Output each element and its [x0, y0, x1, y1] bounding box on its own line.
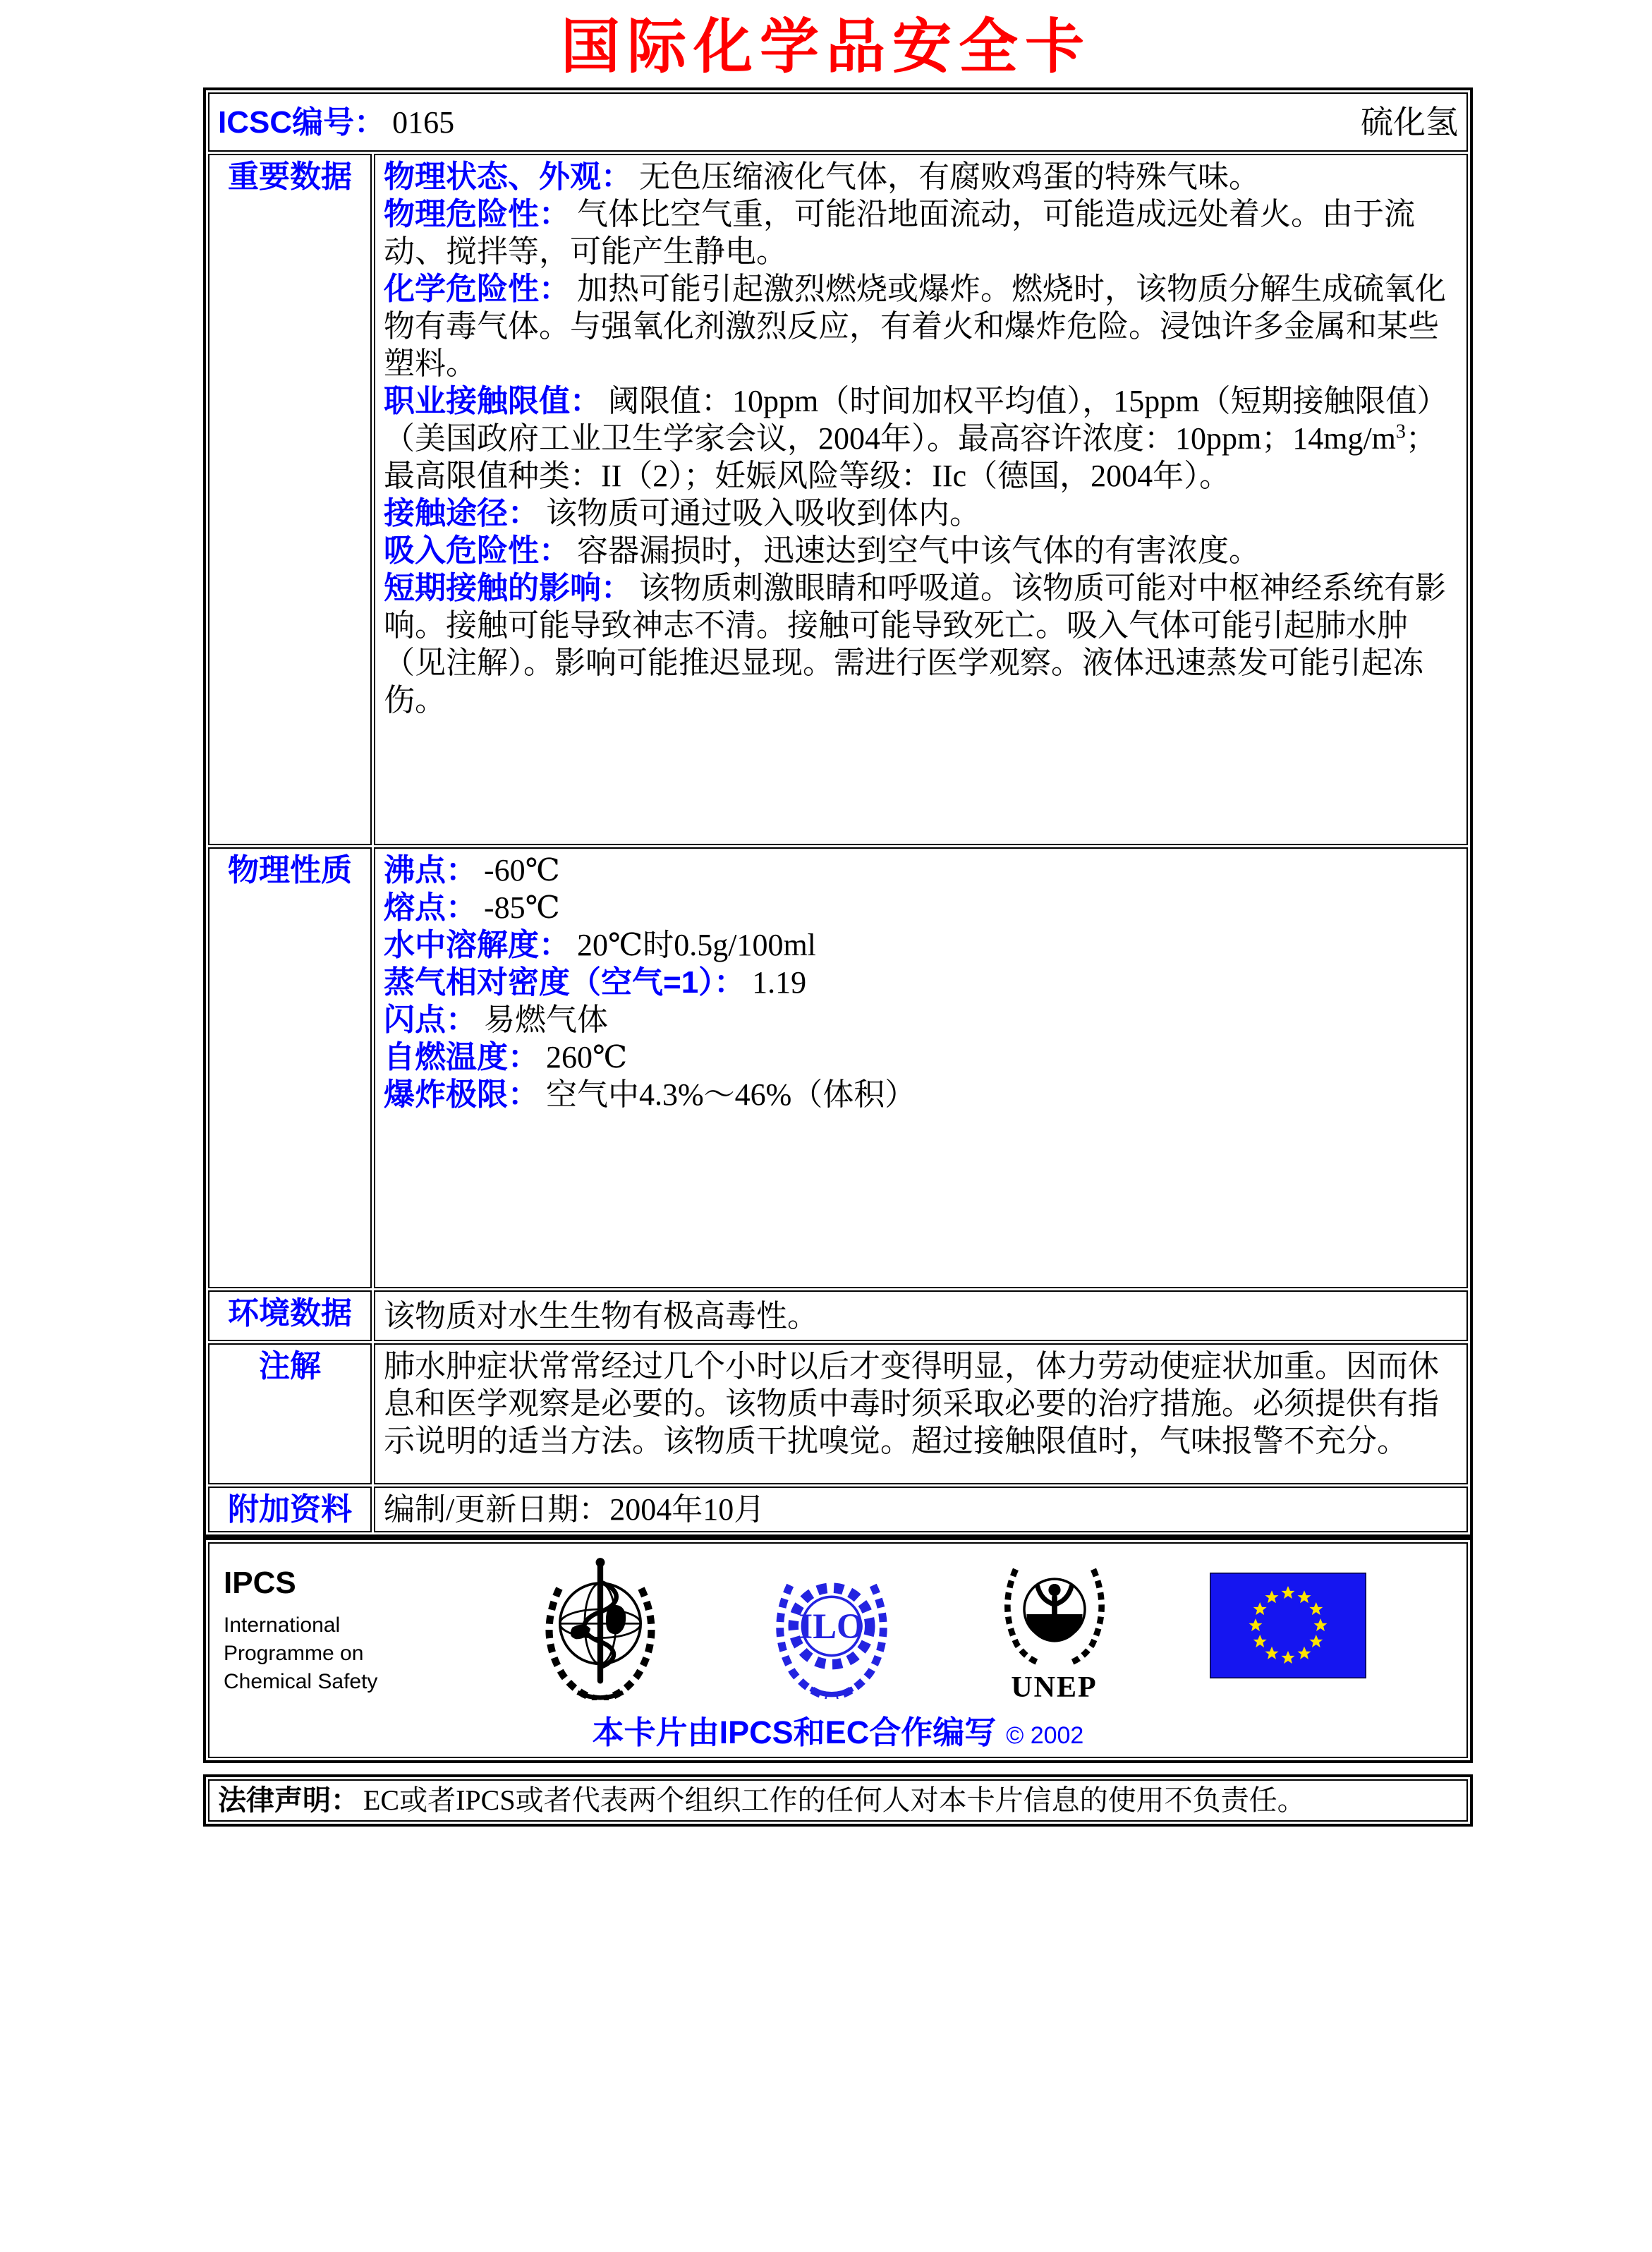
section-label-notes: 注解	[208, 1343, 372, 1484]
paragraph-physical-danger: 物理危险性： 气体比空气重，可能沿地面流动，可能造成远处着火。由于流动、搅拌等，可能产生静电。	[384, 197, 1415, 270]
physical-properties-row	[208, 847, 1468, 1288]
unep-logo-block	[994, 1554, 1115, 1707]
notes-content: 肺水肿症状常常经过几个小时以后才变得明显，体力劳动使症状加重。因而休息和医学观察是必要的。该物质中毒时须采取必要的治疗措施。必须提供有指示说明的适当方法。该物质干扰嗅觉。超过接触限值时，气味报警不充分。	[374, 1343, 1468, 1484]
paragraph-short-term-effects: 短期接触的影响： 该物质刺激眼睛和呼吸道。该物质可能对中枢神经系统有影响。接触可能导致神志不清。接触可能导致死亡。吸入气体可能引起肺水肿（见注解）。影响可能推迟显现。需进行医学观察。液体迅速蒸发可能引起冻伤。	[384, 571, 1446, 718]
section-label-physical: 物理性质	[208, 847, 372, 1288]
additional-info-content: 编制/更新日期：2004年10月	[374, 1487, 1468, 1532]
property-flash-point: 闪点： 易燃气体	[384, 1003, 608, 1038]
ilo-logo-icon	[765, 1552, 899, 1707]
who-logo-icon	[530, 1551, 670, 1709]
property-explosion-limits: 爆炸极限： 空气中4.3%～46%（体积）	[384, 1077, 916, 1113]
logos-table	[203, 1537, 1473, 1763]
header-row	[208, 92, 1468, 152]
property-melting-point: 熔点： -85℃	[384, 890, 560, 926]
environment-data-row	[208, 1290, 1468, 1341]
icsc-main-table	[203, 87, 1473, 1537]
superscript-3: 3	[1395, 420, 1406, 443]
icsc-number-label: ICSC编号：	[218, 104, 386, 140]
page-title: 国际化学品安全卡	[560, 13, 1091, 80]
cooperation-caption: 本卡片由IPCS和EC合作编写 © 2002	[592, 1714, 1084, 1751]
logos-row	[208, 1542, 1468, 1758]
property-vapor-density: 蒸气相对密度（空气=1）： 1.19	[384, 965, 807, 1000]
ipcs-text-block: IPCS International Programme on Chemical Safety	[224, 1564, 435, 1696]
logos-cell	[208, 1542, 1468, 1758]
legal-label: 法律声明：	[218, 1785, 359, 1817]
paragraph-inhalation-risk: 吸入危险性： 容器漏损时，迅速达到空气中该气体的有害浓度。	[384, 533, 1260, 569]
physical-properties-content	[374, 847, 1468, 1288]
important-data-content	[374, 154, 1468, 845]
icsc-card-page	[0, 13, 1652, 1827]
unep-logo-icon	[994, 1554, 1115, 1675]
paragraph-physical-state: 物理状态、外观： 无色压缩液化气体，有腐败鸡蛋的特殊气味。	[384, 159, 1260, 195]
property-water-solubility: 水中溶解度： 20℃时0.5g/100ml	[384, 928, 816, 963]
legal-table	[203, 1774, 1473, 1827]
card-body	[203, 87, 1473, 1827]
paragraph-exposure-route: 接触途径： 该物质可通过吸入吸收到体内。	[384, 496, 980, 531]
property-autoignition-temp: 自燃温度： 260℃	[384, 1040, 628, 1075]
ipcs-acronym: IPCS	[224, 1565, 296, 1600]
header-cell	[208, 92, 1468, 152]
section-label-environment: 环境数据	[208, 1290, 372, 1341]
additional-info-row	[208, 1487, 1468, 1532]
ilo-logo-text: ILO	[798, 1606, 865, 1647]
section-label-additional: 附加资料	[208, 1487, 372, 1532]
icsc-number-value: 0165	[392, 104, 455, 140]
copyright-notice: © 2002	[1006, 1722, 1084, 1750]
notes-row	[208, 1343, 1468, 1484]
icsc-number-group	[218, 104, 454, 141]
environment-data-content: 该物质对水生生物有极高毒性。	[374, 1290, 1468, 1341]
important-data-row	[208, 154, 1468, 845]
section-label-important: 重要数据	[208, 154, 372, 845]
paragraph-chemical-danger: 化学危险性： 加热可能引起激烈燃烧或爆炸。燃烧时，该物质分解生成硫氧化物有毒气体。与强氧化剂激烈反应，有着火和爆炸危险。浸蚀许多金属和某些塑料。	[384, 272, 1446, 382]
paragraph-occupational-limits: 职业接触限值： 阈限值：10ppm（时间加权平均值），15ppm（短期接触限值）（美国政府工业卫生学家会议，2004年）。最高容许浓度：10ppm；$14mg/m^3$；最高限值种类：II（2）；妊娠风险等级：IIc（德国，2004年）。	[384, 384, 1448, 494]
legal-text: EC或者IPCS或者代表两个组织工作的任何人对本卡片信息的使用不负责任。	[363, 1784, 1306, 1817]
legal-row	[208, 1779, 1468, 1822]
unep-logo-text: UNEP	[1011, 1671, 1098, 1704]
eu-flag-icon	[1210, 1573, 1366, 1687]
chemical-name: 硫化氢	[1361, 104, 1458, 140]
legal-cell	[208, 1779, 1468, 1822]
property-boiling-point: 沸点： -60℃	[384, 853, 560, 888]
